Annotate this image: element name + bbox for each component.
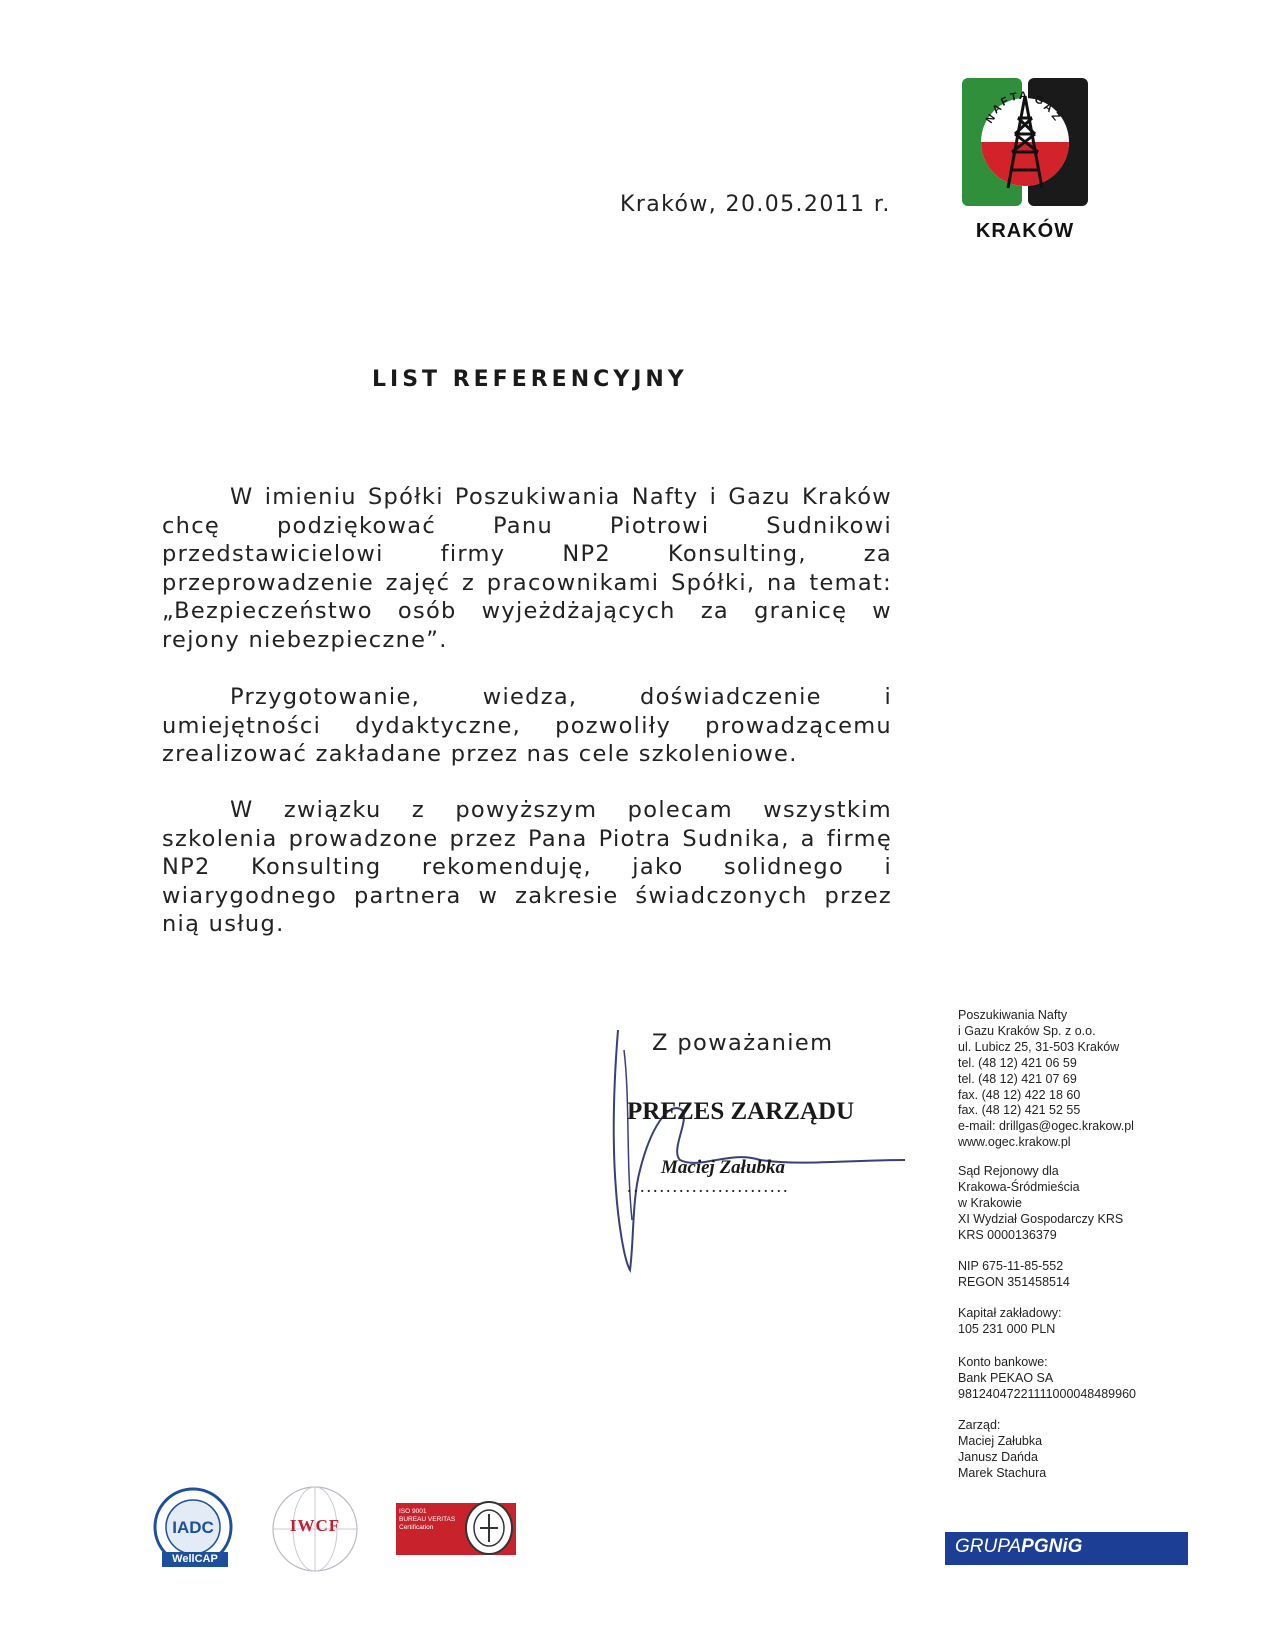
info-line: Zarząd: <box>958 1418 1001 1432</box>
info-line: 98124047221111000048489960 <box>958 1386 1136 1401</box>
svg-text:A: A <box>990 101 1005 117</box>
bank-account-block <box>958 1355 1218 1403</box>
body-paragraph-3: W związku z powyższym polecam wszystkim szkolenia prowadzone przez Pana Piotra Sudnika, a firmę NP2 Konsulting rekomenduję, jako solidnego i wiarygodnego partnera w zakresie świadczonych przez nią usług. <box>162 797 892 938</box>
svg-text:N: N <box>983 112 999 126</box>
signer-role: PREZES ZARZĄDU <box>627 1098 855 1125</box>
svg-text:T: T <box>1009 90 1019 104</box>
info-line: Maciej Załubka <box>958 1433 1043 1448</box>
info-line: ul. Lubicz 25, 31-503 Kraków <box>958 1039 1120 1054</box>
pgnig-prefix: GRUPA <box>955 1536 1022 1557</box>
letter-date: Kraków, 20.05.2011 r. <box>620 192 891 217</box>
bureau-veritas-seal-icon <box>464 1500 514 1556</box>
info-line: tel. (48 12) 421 07 69 <box>958 1071 1077 1086</box>
closing-salutation: Z poważaniem <box>652 1030 834 1056</box>
info-line: NIP 675-11-85-552 <box>958 1259 1064 1273</box>
svg-text:G: G <box>1032 93 1046 108</box>
info-line: 105 231 000 PLN <box>958 1321 1056 1336</box>
logo-city-label: KRAKÓW <box>975 220 1075 242</box>
court-registration-block <box>958 1164 1218 1244</box>
iwcf-label: IWCF <box>289 1516 341 1535</box>
body-paragraph-2: Przygotowanie, wiedza, doświadczenie i umiejętności dydaktyczne, pozwoliły prowadzącemu zrealizować zakładane przez nas cele szkoleniowe. <box>162 684 892 768</box>
svg-text:A: A <box>1041 100 1055 116</box>
info-line: Janusz Dańda <box>958 1449 1038 1464</box>
share-capital-block <box>958 1306 1218 1338</box>
document-title: LIST REFERENCYJNY <box>372 367 688 392</box>
pgnig-group-label <box>955 1536 1082 1558</box>
body-paragraph-1: W imieniu Spółki Poszukiwania Nafty i Gazu Kraków chcę podziękować Panu Piotrowi Sudnikowi przedstawicielowi firmy NP2 Konsulting, za przeprowadzenie zajęć z pracownikami Spółki, na temat: „Bezpieczeństwo osób wyjeżdżających za granicę w rejony niebezpieczne”. <box>162 484 892 653</box>
bv-line: Certification <box>399 1524 434 1531</box>
info-line: fax. (48 12) 421 52 55 <box>958 1103 1081 1118</box>
info-line: w Krakowie <box>958 1195 1022 1210</box>
bv-line: ISO 9001 <box>399 1508 427 1515</box>
info-line: Poszukiwania Nafty <box>958 1008 1068 1022</box>
info-line: REGON 351458514 <box>958 1274 1070 1289</box>
info-line: Sąd Rejonowy dla <box>958 1164 1059 1178</box>
info-line: tel. (48 12) 421 06 59 <box>958 1055 1077 1070</box>
bureau-veritas-text <box>399 1508 455 1532</box>
bv-line: BUREAU VERITAS <box>399 1516 456 1523</box>
management-board-block <box>958 1418 1218 1482</box>
pgnig-brand: PGNiG <box>1021 1536 1083 1557</box>
info-line: e-mail: drillgas@ogec.krakow.pl <box>958 1119 1134 1134</box>
tax-ids-block <box>958 1259 1218 1291</box>
signer-name: Maciej Załubka <box>661 1157 786 1178</box>
info-line: Konto bankowe: <box>958 1355 1048 1369</box>
svg-text:F: F <box>999 94 1011 109</box>
svg-text:Z: Z <box>1048 110 1063 124</box>
info-line: KRS 0000136379 <box>958 1227 1057 1242</box>
company-address-block <box>958 1008 1218 1151</box>
info-line: Bank PEKAO SA <box>958 1370 1054 1385</box>
signature-dotted-line: ......................... <box>627 1176 790 1196</box>
info-line: i Gazu Kraków Sp. z o.o. <box>958 1023 1096 1038</box>
info-line: Krakowa-Śródmieścia <box>958 1179 1080 1194</box>
info-line: Kapitał zakładowy: <box>958 1306 1062 1320</box>
svg-text:A: A <box>1019 90 1027 102</box>
svg-text:IADC: IADC <box>172 1518 214 1537</box>
info-line: fax. (48 12) 422 18 60 <box>958 1087 1081 1102</box>
info-line: www.ogec.krakow.pl <box>958 1135 1071 1150</box>
info-line: Marek Stachura <box>958 1465 1047 1480</box>
wellcap-label: WellCAP <box>162 1552 228 1567</box>
info-line: XI Wydział Gospodarczy KRS <box>958 1211 1124 1226</box>
handwritten-signature <box>610 1020 910 1280</box>
